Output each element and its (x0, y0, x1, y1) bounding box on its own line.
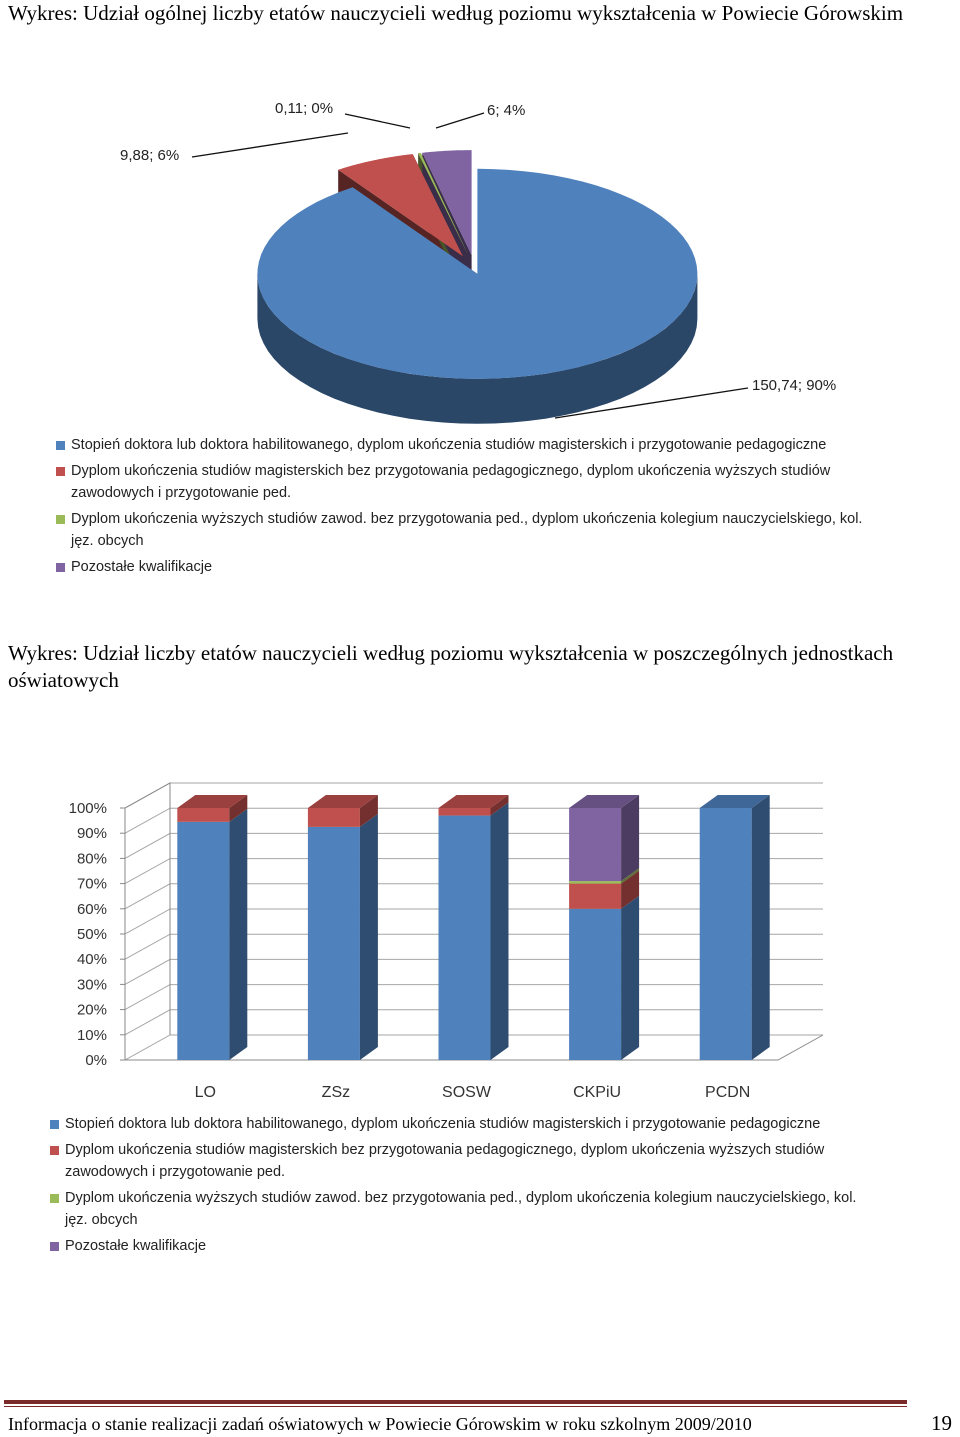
y-tick-label: 60% (76, 900, 107, 918)
legend-item (50, 1235, 870, 1257)
legend-label: Dyplom ukończenia studiów magisterskich bez przygotowania pedagogicznego, dyplom ukończenia wyższych studiów zawodowych i przygotowanie ped. (71, 463, 831, 501)
pie-leader-line (345, 114, 410, 128)
legend-item (56, 460, 876, 504)
bar-segment-side (229, 809, 247, 1060)
bar-legend (50, 1113, 870, 1261)
pie-slice (257, 169, 697, 379)
bar-segment (569, 909, 621, 1060)
y-tick-label: 100% (68, 800, 107, 817)
pie-legend (56, 434, 876, 582)
legend-label: Stopień doktora lub doktora habilitowanego, dyplom ukończenia studiów magisterskich i przygotowanie pedagogiczne (65, 1116, 821, 1132)
pie-data-label: 9,88; 6% (120, 147, 180, 164)
legend-swatch (50, 1120, 59, 1129)
bar-chart (0, 760, 960, 1110)
x-tick-label: SOSW (442, 1084, 491, 1101)
legend-item (56, 556, 876, 578)
y-tick-label: 80% (76, 850, 107, 868)
legend-swatch (50, 1146, 59, 1155)
bar-stack (177, 795, 247, 1060)
legend-label: Pozostałe kwalifikacje (65, 1238, 207, 1254)
bar-stack (569, 795, 639, 1060)
bar-segment (569, 884, 621, 909)
chart1-caption (8, 0, 938, 27)
bar-stack (439, 795, 509, 1060)
legend-item (50, 1139, 870, 1183)
footer-rule-thin (4, 1406, 907, 1407)
y-tick-label: 90% (76, 825, 107, 843)
legend-item (56, 434, 876, 456)
legend-label: Pozostałe kwalifikacje (71, 559, 213, 575)
pie-data-label: 150,74; 90% (752, 377, 837, 394)
legend-swatch (56, 441, 65, 450)
pie-chart (0, 70, 960, 430)
pie-data-label: 6; 4% (487, 102, 526, 119)
bar-stack (308, 795, 378, 1060)
bar-segment (308, 827, 360, 1060)
bar-segment-side (491, 803, 509, 1060)
y-tick-label: 20% (76, 1001, 107, 1019)
bar-segment-side (360, 814, 378, 1060)
bar-segment (308, 808, 360, 827)
x-tick-label: LO (194, 1084, 216, 1101)
footer-text: Informacja o stanie realizacji zadań oświatowych w Powiecie Górowskim w roku szkolnym 2009/2010 (8, 1414, 752, 1434)
legend-label: Dyplom ukończenia wyższych studiów zawod. bez przygotowania ped., dyplom ukończenia kolegium nauczycielskiego, kol. jęz. obcych (71, 511, 863, 549)
legend-item (56, 508, 876, 552)
pie-data-label: 0,11; 0% (275, 100, 334, 117)
bar-segment (439, 816, 491, 1060)
legend-swatch (56, 563, 65, 572)
legend-label: Dyplom ukończenia wyższych studiów zawod. bez przygotowania ped., dyplom ukończenia kolegium nauczycielskiego, kol. jęz. obcych (65, 1190, 857, 1228)
legend-swatch (50, 1242, 59, 1251)
legend-label: Dyplom ukończenia studiów magisterskich bez przygotowania pedagogicznego, dyplom ukończenia wyższych studiów zawodowych i przygotowanie ped. (65, 1142, 825, 1180)
y-tick-label: 30% (76, 976, 107, 994)
bar-stack (700, 795, 770, 1060)
bar-segment-side (752, 795, 770, 1060)
page-number: 19 (931, 1411, 952, 1435)
x-tick-label: PCDN (705, 1084, 751, 1101)
y-tick-label: 0% (85, 1052, 107, 1069)
bar-segment-side (621, 795, 639, 881)
legend-swatch (56, 515, 65, 524)
bar-segment (569, 808, 621, 881)
bar-segment-side (621, 896, 639, 1060)
bar-segment (569, 881, 621, 884)
y-tick-label: 10% (76, 1026, 107, 1044)
bar-segment (177, 822, 229, 1060)
bar-segment (439, 808, 491, 816)
y-tick-label: 70% (76, 875, 107, 893)
legend-item (50, 1113, 870, 1135)
legend-item (50, 1187, 870, 1231)
bar-segment (177, 808, 229, 822)
legend-swatch (50, 1194, 59, 1203)
chart1-caption-text: Udział ogólnej liczby etatów nauczycieli według poziomu wykształcenia w Powiecie Górowskim (77, 1, 904, 25)
y-tick-label: 50% (76, 926, 107, 943)
pie-leader-line (436, 113, 484, 128)
bar-segment (700, 808, 752, 1060)
x-tick-label: ZSz (321, 1084, 351, 1101)
legend-swatch (56, 467, 65, 476)
chart1-caption-prefix: Wykres: (8, 1, 78, 25)
legend-label: Stopień doktora lub doktora habilitowanego, dyplom ukończenia studiów magisterskich i przygotowanie pedagogiczne (71, 437, 827, 453)
x-tick-label: CKPiU (573, 1084, 622, 1101)
pie-leader-line (192, 133, 348, 157)
y-tick-label: 40% (76, 951, 107, 969)
chart2-caption: Wykres: Udział liczby etatów nauczycieli według poziomu wykształcenia w poszczególnych jednostkach oświatowych (8, 641, 894, 692)
footer-rule (4, 1400, 907, 1404)
